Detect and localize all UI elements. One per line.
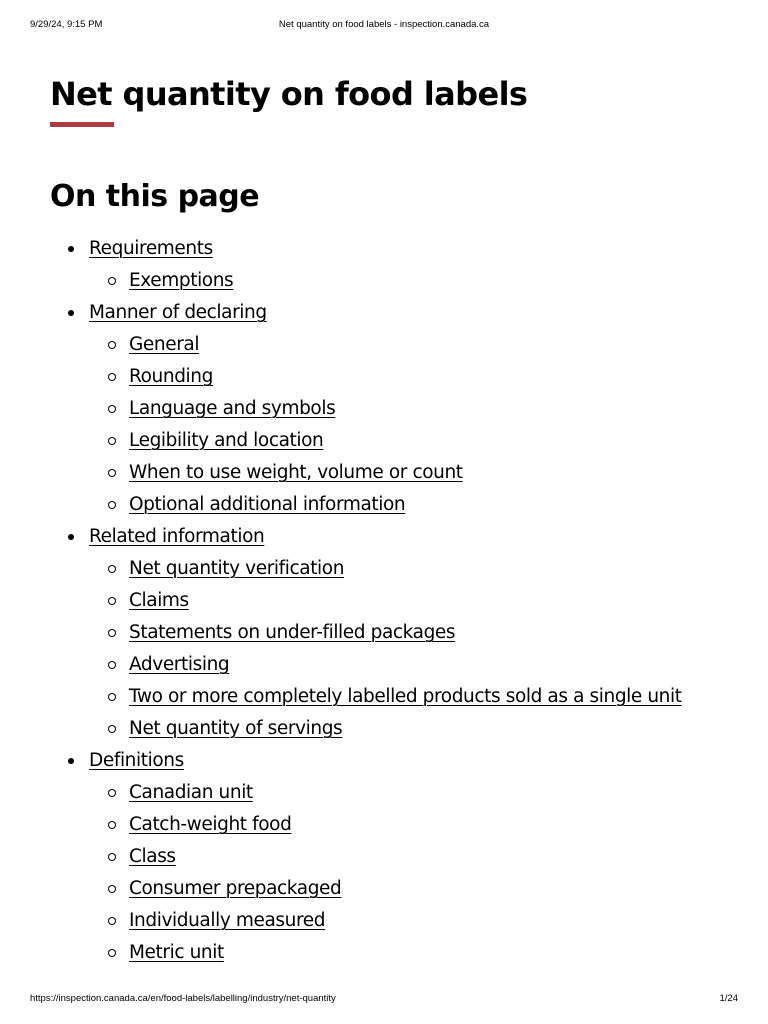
toc-subitem: [50, 553, 740, 585]
toc-item: [50, 521, 740, 553]
toc-list: [50, 233, 740, 969]
toc-subitem: [50, 329, 740, 361]
toc-subitem: [50, 425, 740, 457]
toc-link[interactable]: Net quantity verification: [129, 558, 345, 579]
toc-link[interactable]: Advertising: [129, 654, 230, 675]
print-document-title: Net quantity on food labels - inspection.canada.ca: [278, 19, 490, 30]
toc-item: [50, 745, 740, 777]
print-page-number: 1/24: [719, 993, 738, 1004]
toc-subitem: [50, 457, 740, 489]
toc-subitem: [50, 489, 740, 521]
toc-link[interactable]: Manner of declaring: [89, 302, 267, 323]
toc-subitem: [50, 873, 740, 905]
toc-subitem: [50, 393, 740, 425]
print-datetime: 9/29/24, 9:15 PM: [30, 19, 103, 30]
toc-subitem: [50, 265, 740, 297]
toc-link[interactable]: Canadian unit: [129, 782, 253, 803]
toc-item: [50, 233, 740, 265]
toc-subitem: [50, 681, 740, 713]
toc-link[interactable]: Claims: [129, 590, 189, 611]
toc-subitem: [50, 617, 740, 649]
toc-link[interactable]: Class: [129, 846, 176, 867]
toc-subitem: [50, 713, 740, 745]
toc-link[interactable]: General: [129, 334, 200, 355]
main-content: [50, 68, 740, 969]
toc-subitem: [50, 649, 740, 681]
toc-link[interactable]: Language and symbols: [129, 398, 336, 419]
toc-subitem: [50, 841, 740, 873]
toc-subitem: [50, 585, 740, 617]
toc-link[interactable]: Net quantity of servings: [129, 718, 343, 739]
toc-subitem: [50, 937, 740, 969]
toc-link[interactable]: Exemptions: [129, 270, 234, 291]
toc-link[interactable]: Definitions: [89, 750, 184, 771]
toc-link[interactable]: Metric unit: [129, 942, 224, 963]
print-url: https://inspection.canada.ca/en/food-labels/labelling/industry/net-quantity: [30, 993, 336, 1004]
toc-subitem: [50, 361, 740, 393]
toc-link[interactable]: Statements on under-filled packages: [129, 622, 456, 643]
title-accent-bar: [50, 122, 114, 127]
toc-link[interactable]: Related information: [89, 526, 265, 547]
print-footer: [30, 993, 738, 1007]
toc-subitem: [50, 905, 740, 937]
print-header: [30, 19, 738, 33]
toc-link[interactable]: Two or more completely labelled products sold as a single unit: [129, 686, 682, 707]
toc-heading: On this page: [50, 179, 260, 214]
toc-link[interactable]: When to use weight, volume or count: [129, 462, 463, 483]
page-title: Net quantity on food labels: [50, 75, 528, 113]
toc-subitem: [50, 777, 740, 809]
toc-link[interactable]: Catch-weight food: [129, 814, 292, 835]
toc-link[interactable]: Optional additional information: [129, 494, 406, 515]
table-of-contents: [50, 233, 740, 969]
toc-item: [50, 297, 740, 329]
toc-link[interactable]: Requirements: [89, 238, 213, 259]
toc-subitem: [50, 809, 740, 841]
toc-link[interactable]: Legibility and location: [129, 430, 324, 451]
toc-link[interactable]: Rounding: [129, 366, 213, 387]
toc-link[interactable]: Individually measured: [129, 910, 326, 931]
toc-link[interactable]: Consumer prepackaged: [129, 878, 342, 899]
